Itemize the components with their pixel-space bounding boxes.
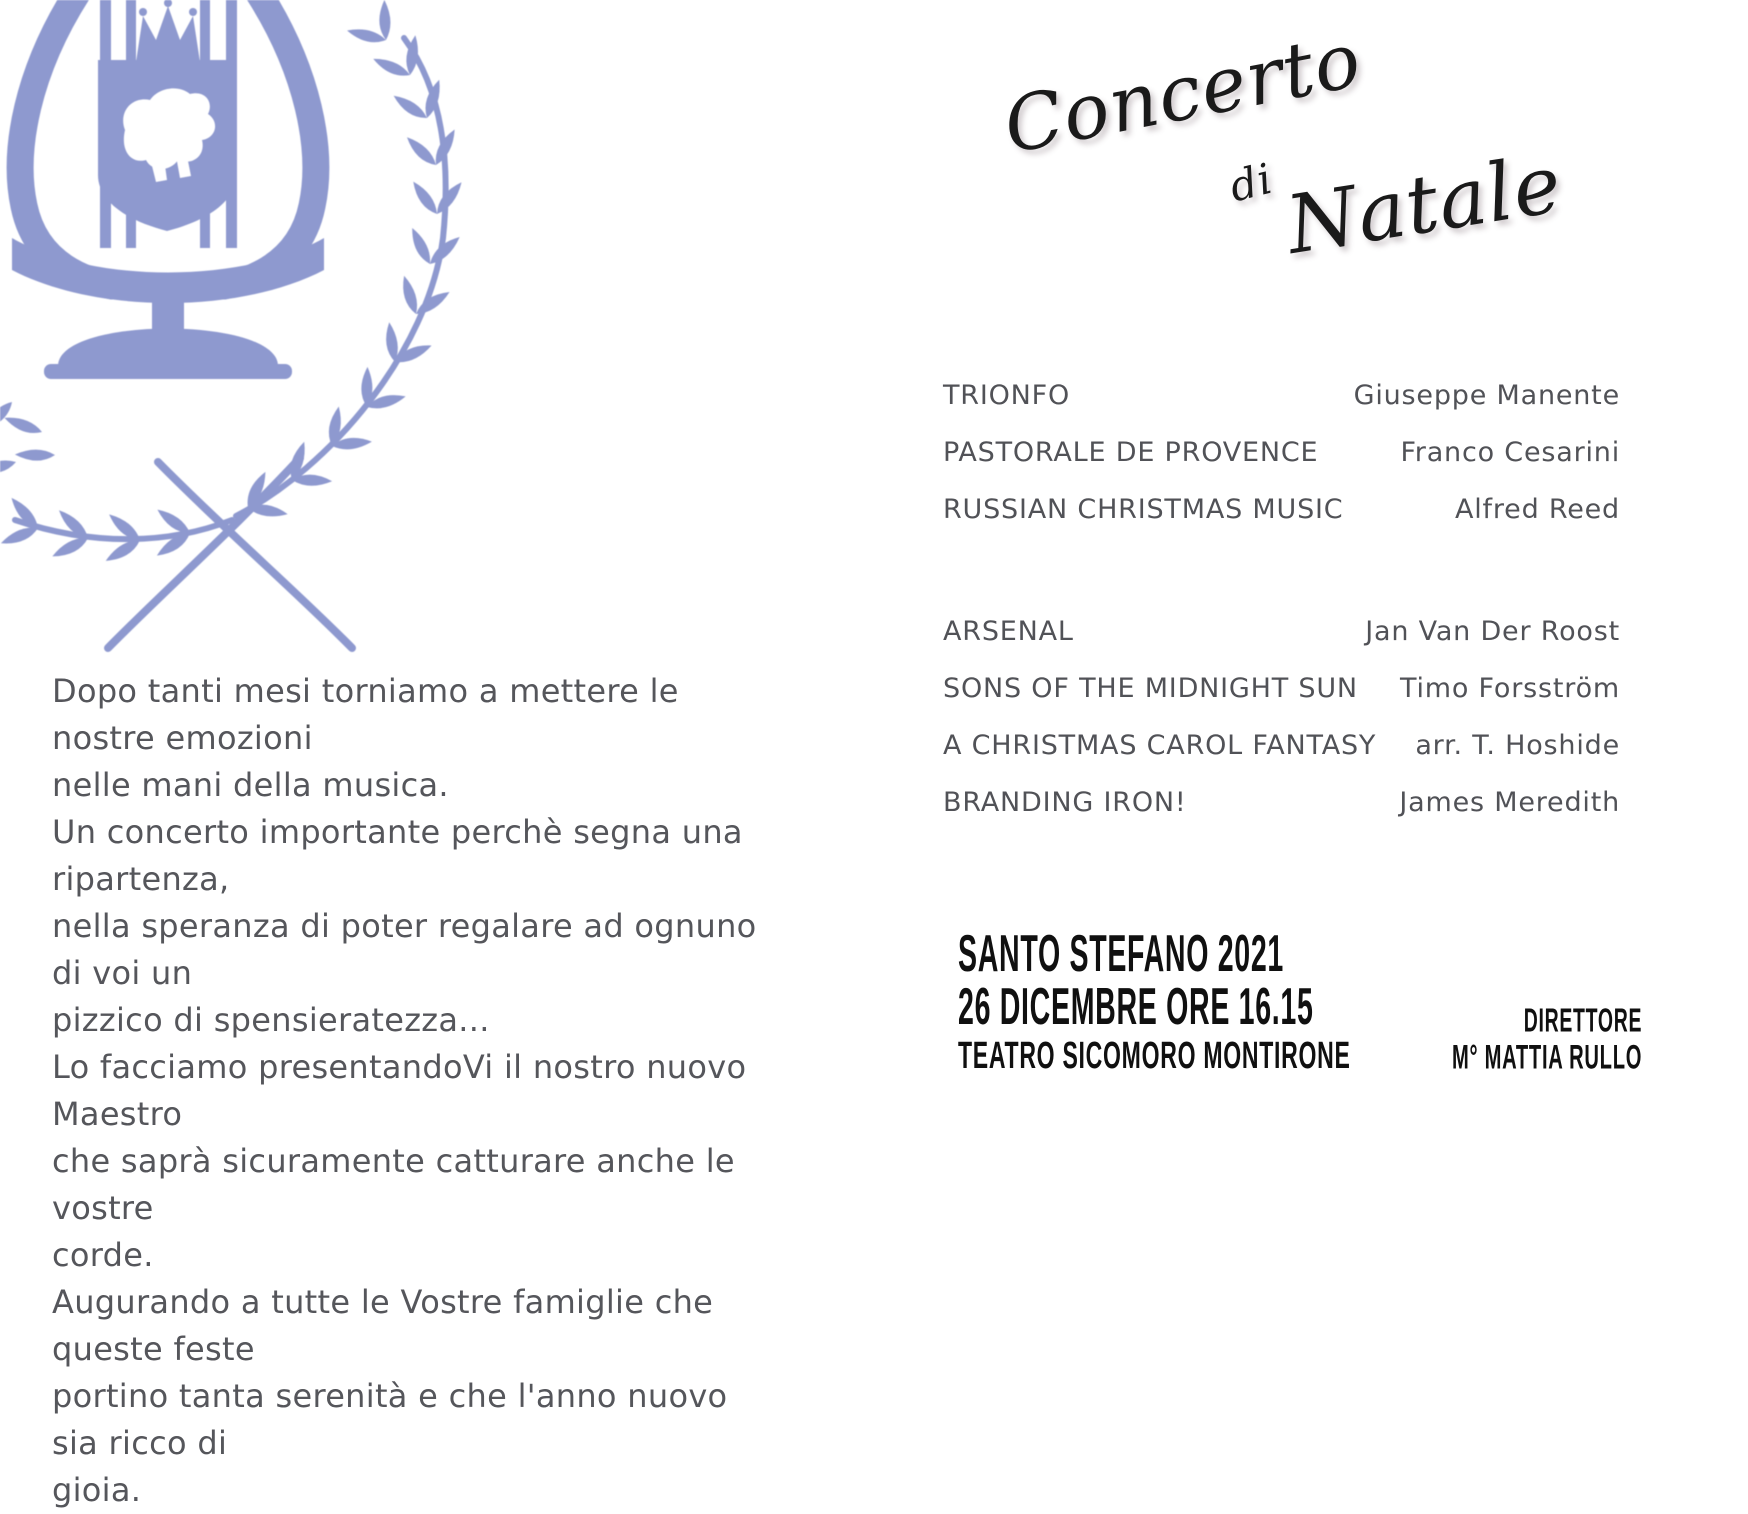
piece-title: BRANDING IRON! (943, 787, 1187, 818)
piece-composer: Franco Cesarini (1400, 437, 1620, 468)
intro-line: Dopo tanti mesi torniamo a mettere le nostre emozioni (52, 672, 679, 757)
piece-title: ARSENAL (943, 616, 1074, 647)
intro-line: pizzico di spensieratezza... (52, 1001, 490, 1039)
intro-paragraph (52, 668, 762, 1514)
intro-line: nelle mani della musica. (52, 766, 449, 804)
intro-line: che saprà sicuramente catturare anche le vostre (52, 1142, 735, 1227)
program-row (943, 439, 1620, 467)
piece-composer: James Meredith (1399, 787, 1620, 818)
intro-line: nella speranza di poter regalare ad ognuno di voi un (52, 907, 757, 992)
intro-line: Lo facciamo presentandoVi il nostro nuovo Maestro (52, 1048, 747, 1133)
piece-composer: Giuseppe Manente (1353, 380, 1620, 411)
piece-composer: Alfred Reed (1454, 494, 1620, 525)
piece-title: RUSSIAN CHRISTMAS MUSIC (943, 494, 1344, 525)
program-row (943, 382, 1620, 410)
intro-line: Un concerto importante perchè segna una ripartenza, (52, 813, 743, 898)
program-row (943, 789, 1620, 817)
program-part-divider (943, 553, 1620, 618)
program-row (943, 675, 1620, 703)
title-word-concerto: Concerto (996, 14, 1369, 171)
program-row (943, 618, 1620, 646)
piece-title: TRIONFO (943, 380, 1071, 411)
piece-title: A CHRISTMAS CAROL FANTASY (943, 730, 1377, 761)
title-word-natale: Natale (1280, 136, 1569, 273)
lyre-pedestal-base (44, 364, 292, 379)
lyre-pedestal-neck (152, 298, 184, 332)
title-word-di: di (1224, 153, 1278, 212)
event-venue: TEATRO SICOMORO MONTIRONE (958, 1033, 1351, 1077)
program-row (943, 732, 1620, 760)
event-day: SANTO STEFANO 2021 (958, 924, 1284, 983)
laurel-ribbon (108, 458, 300, 648)
director-details (1378, 1002, 1642, 1074)
intro-line: Augurando a tutte le Vostre famiglie che queste feste (52, 1283, 714, 1368)
event-date-time: 26 DICEMBRE ORE 16.15 (958, 977, 1314, 1036)
piece-composer: arr. T. Hoshide (1415, 730, 1620, 761)
lyre-pedestal-dome (58, 329, 278, 367)
program-row (943, 496, 1620, 524)
intro-line: gioia. (52, 1471, 142, 1509)
piece-composer: Timo Forsström (1399, 673, 1620, 704)
piece-title: SONS OF THE MIDNIGHT SUN (943, 673, 1358, 704)
band-lyre-laurel-emblem (0, 0, 470, 660)
piece-composer: Jan Van Der Roost (1365, 616, 1620, 647)
intro-line: portino tanta serenità e che l'anno nuovo sia ricco di (52, 1377, 728, 1462)
piece-title: PASTORALE DE PROVENCE (943, 437, 1319, 468)
director-label: DIRETTORE (1523, 1002, 1642, 1039)
director-name: M° MATTIA RULLO (1451, 1038, 1642, 1076)
program-list (943, 382, 1620, 846)
intro-line: corde. (52, 1236, 154, 1274)
lyre-right-arm (224, 0, 316, 286)
